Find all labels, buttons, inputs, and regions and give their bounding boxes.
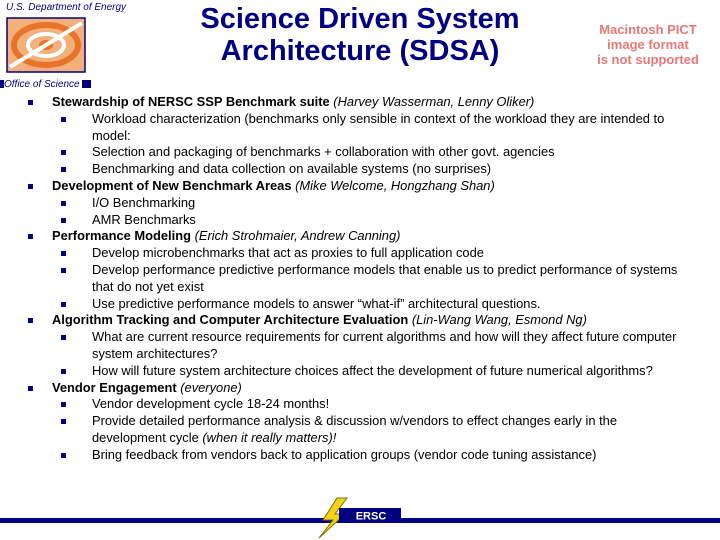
sub-bullet-item <box>28 144 688 161</box>
bullet-square-icon <box>28 318 33 323</box>
slide-title <box>150 3 570 67</box>
bullet-heading: Vendor Engagement <box>52 379 177 395</box>
sub-bullet-square-icon <box>61 335 66 340</box>
sub-bullet-square-icon <box>61 117 66 122</box>
bullet-people: (Lin-Wang Wang, Esmond Ng) <box>411 312 587 328</box>
sub-bullet-square-icon <box>61 302 66 307</box>
sub-bullet-item <box>28 212 688 229</box>
bullet-item <box>28 178 688 195</box>
sub-bullet-square-icon <box>61 419 66 424</box>
sub-bullet-item <box>28 447 688 464</box>
bullet-heading: Development of New Benchmark Areas <box>52 177 292 193</box>
sub-bullet-square-icon <box>61 453 66 458</box>
sub-bullet-text: Vendor development cycle 18-24 months! <box>92 396 330 412</box>
title-line-1: Science Driven System <box>200 3 520 35</box>
sub-bullet-square-icon <box>61 402 66 407</box>
sub-bullet-text: Bring feedback from vendors back to application groups (vendor code tuning assistance) <box>92 446 597 462</box>
sub-bullet-square-icon <box>61 369 66 374</box>
sub-bullet-emphasis: (when it really matters)! <box>202 429 337 445</box>
sub-bullet-text: Workload characterization (benchmarks only sensible in context of the workload they are intended to model: <box>92 110 665 143</box>
bullet-item <box>28 380 688 397</box>
sub-bullet-text: Develop microbenchmarks that act as proxies to full application code <box>92 245 484 261</box>
sub-bullet-text: Provide detailed performance analysis & discussion w/vendors to effect changes early in the development cycle <box>92 413 617 445</box>
sub-bullet-text: AMR Benchmarks <box>92 211 196 227</box>
bullet-heading: Stewardship of NERSC SSP Benchmark suite <box>52 94 330 109</box>
sub-bullet-text: How will future system architecture choices affect the development of future numerical algorithms? <box>92 362 653 378</box>
bullet-people: (everyone) <box>180 379 242 395</box>
sub-bullet-square-icon <box>61 218 66 223</box>
sub-bullet-square-icon <box>61 251 66 256</box>
sub-bullet-text: What are current resource requirements for current algorithms and how will they affect future computer system architectures? <box>92 329 677 361</box>
sub-bullet-item <box>28 111 688 145</box>
sub-bullet-text: Selection and packaging of benchmarks + collaboration with other govt. agencies <box>92 144 555 160</box>
pict-line-1: Macintosh PICT <box>599 22 697 37</box>
bullet-heading: Algorithm Tracking and Computer Architecture Evaluation <box>52 312 409 328</box>
sub-bullet-square-icon <box>61 268 66 273</box>
bullet-square-icon <box>28 100 33 105</box>
sub-bullet-text: Benchmarking and data collection on available systems (no surprises) <box>92 161 492 177</box>
bullet-item <box>28 94 688 111</box>
pict-placeholder <box>584 22 712 67</box>
bullet-people: (Mike Welcome, Hongzhang Shan) <box>295 177 495 193</box>
title-line-2: Architecture (SDSA) <box>220 35 500 67</box>
bullet-heading: Performance Modeling <box>52 228 191 244</box>
bullet-list <box>28 94 688 464</box>
pict-line-3: is not supported <box>597 52 699 67</box>
pict-line-2: image format <box>607 37 689 52</box>
bullet-square-icon <box>28 386 33 391</box>
nersc-logo-text: ERSC <box>355 510 387 523</box>
sub-bullet-item <box>28 161 688 178</box>
bullet-item <box>28 228 688 245</box>
sub-bullet-item <box>28 329 688 363</box>
sub-bullet-item <box>28 195 688 212</box>
sub-bullet-item <box>28 413 688 447</box>
bullet-item <box>28 312 688 329</box>
doe-logo <box>6 17 86 73</box>
sub-bullet-square-icon <box>61 201 66 206</box>
sub-bullet-text: I/O Benchmarking <box>92 194 196 210</box>
sub-bullet-item <box>28 296 688 313</box>
sub-bullet-item <box>28 262 688 296</box>
sub-bullet-square-icon <box>61 150 66 155</box>
bullet-square-icon <box>28 234 33 239</box>
sub-bullet-item <box>28 396 688 413</box>
doe-label: U.S. Department of Energy <box>6 2 127 13</box>
sub-bullet-text: Develop performance predictive performance models that enable us to predict performance of systems that do not yet exist <box>92 261 678 294</box>
office-label: Office of Science <box>4 79 80 90</box>
bullet-people: (Erich Strohmaier, Andrew Canning) <box>194 228 401 244</box>
bullet-people: (Harvey Wasserman, Lenny Oliker) <box>333 94 535 109</box>
sub-bullet-text: Use predictive performance models to answer “what-if” architectural questions. <box>92 295 541 311</box>
sub-bullet-item <box>28 363 688 380</box>
sub-bullet-square-icon <box>61 167 66 172</box>
bullet-square-icon <box>28 184 33 189</box>
nersc-logo <box>315 496 405 540</box>
sub-bullet-item <box>28 245 688 262</box>
